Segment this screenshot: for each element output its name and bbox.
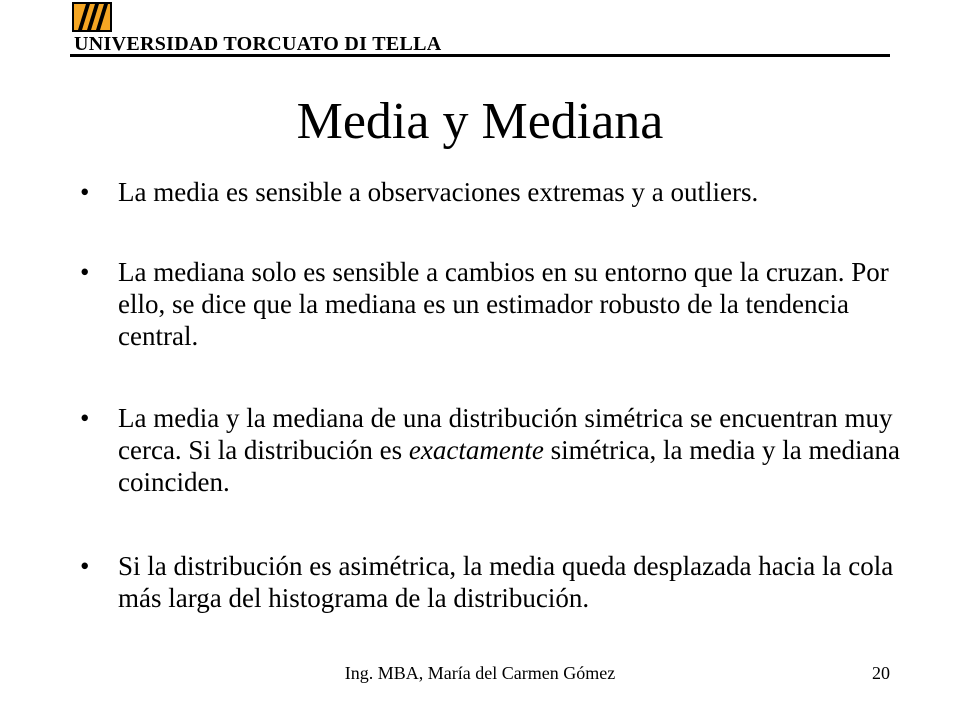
bullet-point-icon: • bbox=[80, 551, 90, 581]
footer-author: Ing. MBA, María del Carmen Gómez bbox=[344, 663, 616, 683]
header-divider bbox=[70, 54, 890, 57]
bullet-text: La media es sensible a observaciones extremas y a outliers. bbox=[118, 177, 759, 207]
bullet-item bbox=[80, 402, 900, 498]
bullet-text-part: La media y la mediana de una distribución simétrica se encuentran muy cerca. Si la distribución es bbox=[118, 403, 893, 465]
bullet-item bbox=[80, 256, 900, 352]
emphasized-word: exactamente bbox=[408, 435, 544, 465]
bullet-text bbox=[118, 403, 900, 497]
bullet-item bbox=[80, 550, 900, 614]
page-number: 20 bbox=[872, 663, 890, 683]
bullet-point-icon: • bbox=[80, 403, 90, 433]
bullet-point-icon: • bbox=[80, 257, 90, 287]
bullet-list bbox=[80, 176, 900, 662]
bullet-text: Si la distribución es asimétrica, la media queda desplazada hacia la cola más larga del histograma de la distribución. bbox=[118, 551, 894, 613]
bullet-point-icon: • bbox=[80, 177, 90, 207]
university-name: UNIVERSIDAD TORCUATO DI TELLA bbox=[74, 33, 442, 55]
bullet-item bbox=[80, 176, 900, 208]
bullet-text-part: simétrica, la media y la mediana coinciden. bbox=[118, 435, 900, 497]
striped-shield-logo-icon bbox=[72, 2, 112, 32]
bullet-text: La mediana solo es sensible a cambios en su entorno que la cruzan. Por ello, se dice que la mediana es un estimador robusto de la tendencia central. bbox=[118, 257, 889, 351]
slide-title: Media y Mediana bbox=[296, 93, 664, 150]
